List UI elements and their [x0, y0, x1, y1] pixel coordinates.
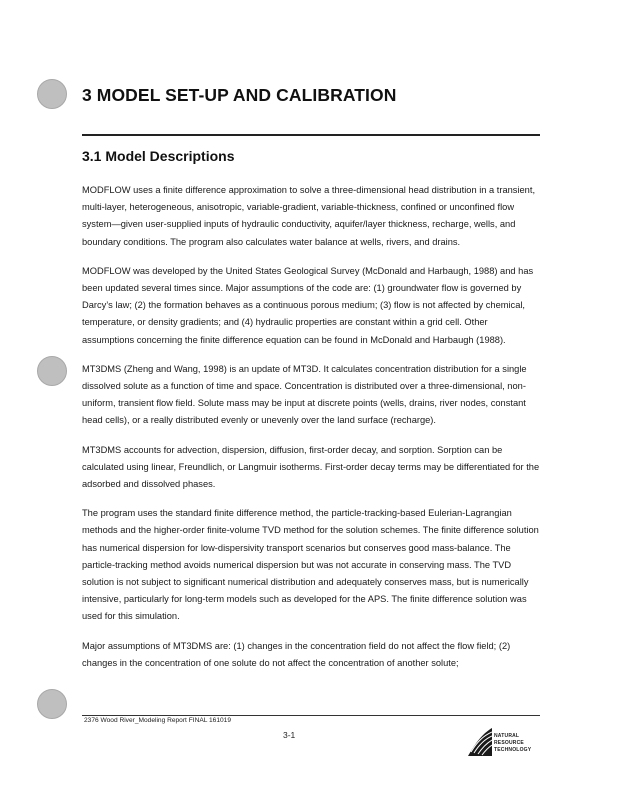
binder-hole-bottom — [37, 689, 67, 719]
logo-text — [494, 733, 531, 754]
paragraph-mt3dms-overview: MT3DMS (Zheng and Wang, 1998) is an update of MT3D. It calculates concentration distribution for a single dissolved solute as a function of time and space. Concentration is distributed over a three-dimensional, non-uniform, transient flow field. Solute mass may be input at discrete points (wells, drains, river nodes, constant head cells), or a really distributed evenly or unevenly over the land surface (recharge). — [82, 363, 527, 426]
paragraph-mt3dms-assumptions: Major assumptions of MT3DMS are: (1) changes in the concentration field do not affect the flow field; (2) changes in the concentration of one solute do not affect the concentration of another solute; — [82, 640, 511, 668]
section-title: 3.1 Model Descriptions — [82, 148, 235, 164]
paragraph-modflow-overview: MODFLOW uses a finite difference approximation to solve a three-dimensional head distribution in a transient, multi-layer, heterogeneous, anisotropic, variable-gradient, variable-thickness, confined or unconfined flow system—given user-supplied inputs of hydraulic conductivity, aquifer/layer thickness, recharge, wells, and boundary conditions. The program also calculates water balance at wells, rivers, and drains. — [82, 185, 536, 247]
chapter-title: 3 MODEL SET-UP AND CALIBRATION — [82, 85, 397, 105]
logo-line-3: TECHNOLOGY — [494, 747, 532, 753]
binder-hole-middle — [37, 356, 67, 386]
company-logo — [468, 724, 538, 764]
paragraph-solution-methods: The program uses the standard finite difference method, the particle-tracking-based Eulerian-Lagrangian methods and the higher-order finite-volume TVD method for the solution schemes. The finite difference solution has numerical dispersion for low-dispersivity transport scenarios but conserves good mass-balance. The particle-tracking method avoids numerical dispersion but was not accurate in conserving mass. The TVD solution is not subject to significant numerical distribution and adequately conserves mass, but is numerically intensive, particularly for long-term models such as developed for the APS. The finite difference solution was used for this simulation. — [82, 508, 539, 622]
page-number: 3-1 — [283, 730, 296, 740]
paragraph-modflow-assumptions: MODFLOW was developed by the United States Geological Survey (McDonald and Harbaugh, 1988) and has been updated several times since. Major assumptions of the code are: (1) groundwater flow is governed by Darcy’s law; (2) the formation behaves as a continuous porous medium; (3) flow is not affected by chemical, temperature, or density gradients; and (4) hydraulic properties are constant within a grid cell. Other assumptions concerning the finite difference equation can be found in McDonald and Harbaugh (1988). — [82, 265, 534, 345]
body-text — [82, 182, 540, 684]
logo-line-1: NATURAL — [494, 733, 520, 739]
logo-line-2: RESOURCE — [494, 740, 524, 746]
logo-mark-icon — [468, 726, 492, 758]
binder-hole-top — [37, 79, 67, 109]
paragraph-mt3dms-processes: MT3DMS accounts for advection, dispersion, diffusion, first-order decay, and sorption. Sorption can be calculated using linear, Freundlich, or Langmuir isotherms. First-order decay terms may be differentiated for the adsorbed and dissolved phases. — [82, 444, 540, 490]
chapter-divider — [82, 134, 540, 136]
footer-report-id: 2376 Wood River_Modeling Report FINAL 161019 — [84, 717, 231, 724]
footer-divider — [82, 715, 540, 716]
